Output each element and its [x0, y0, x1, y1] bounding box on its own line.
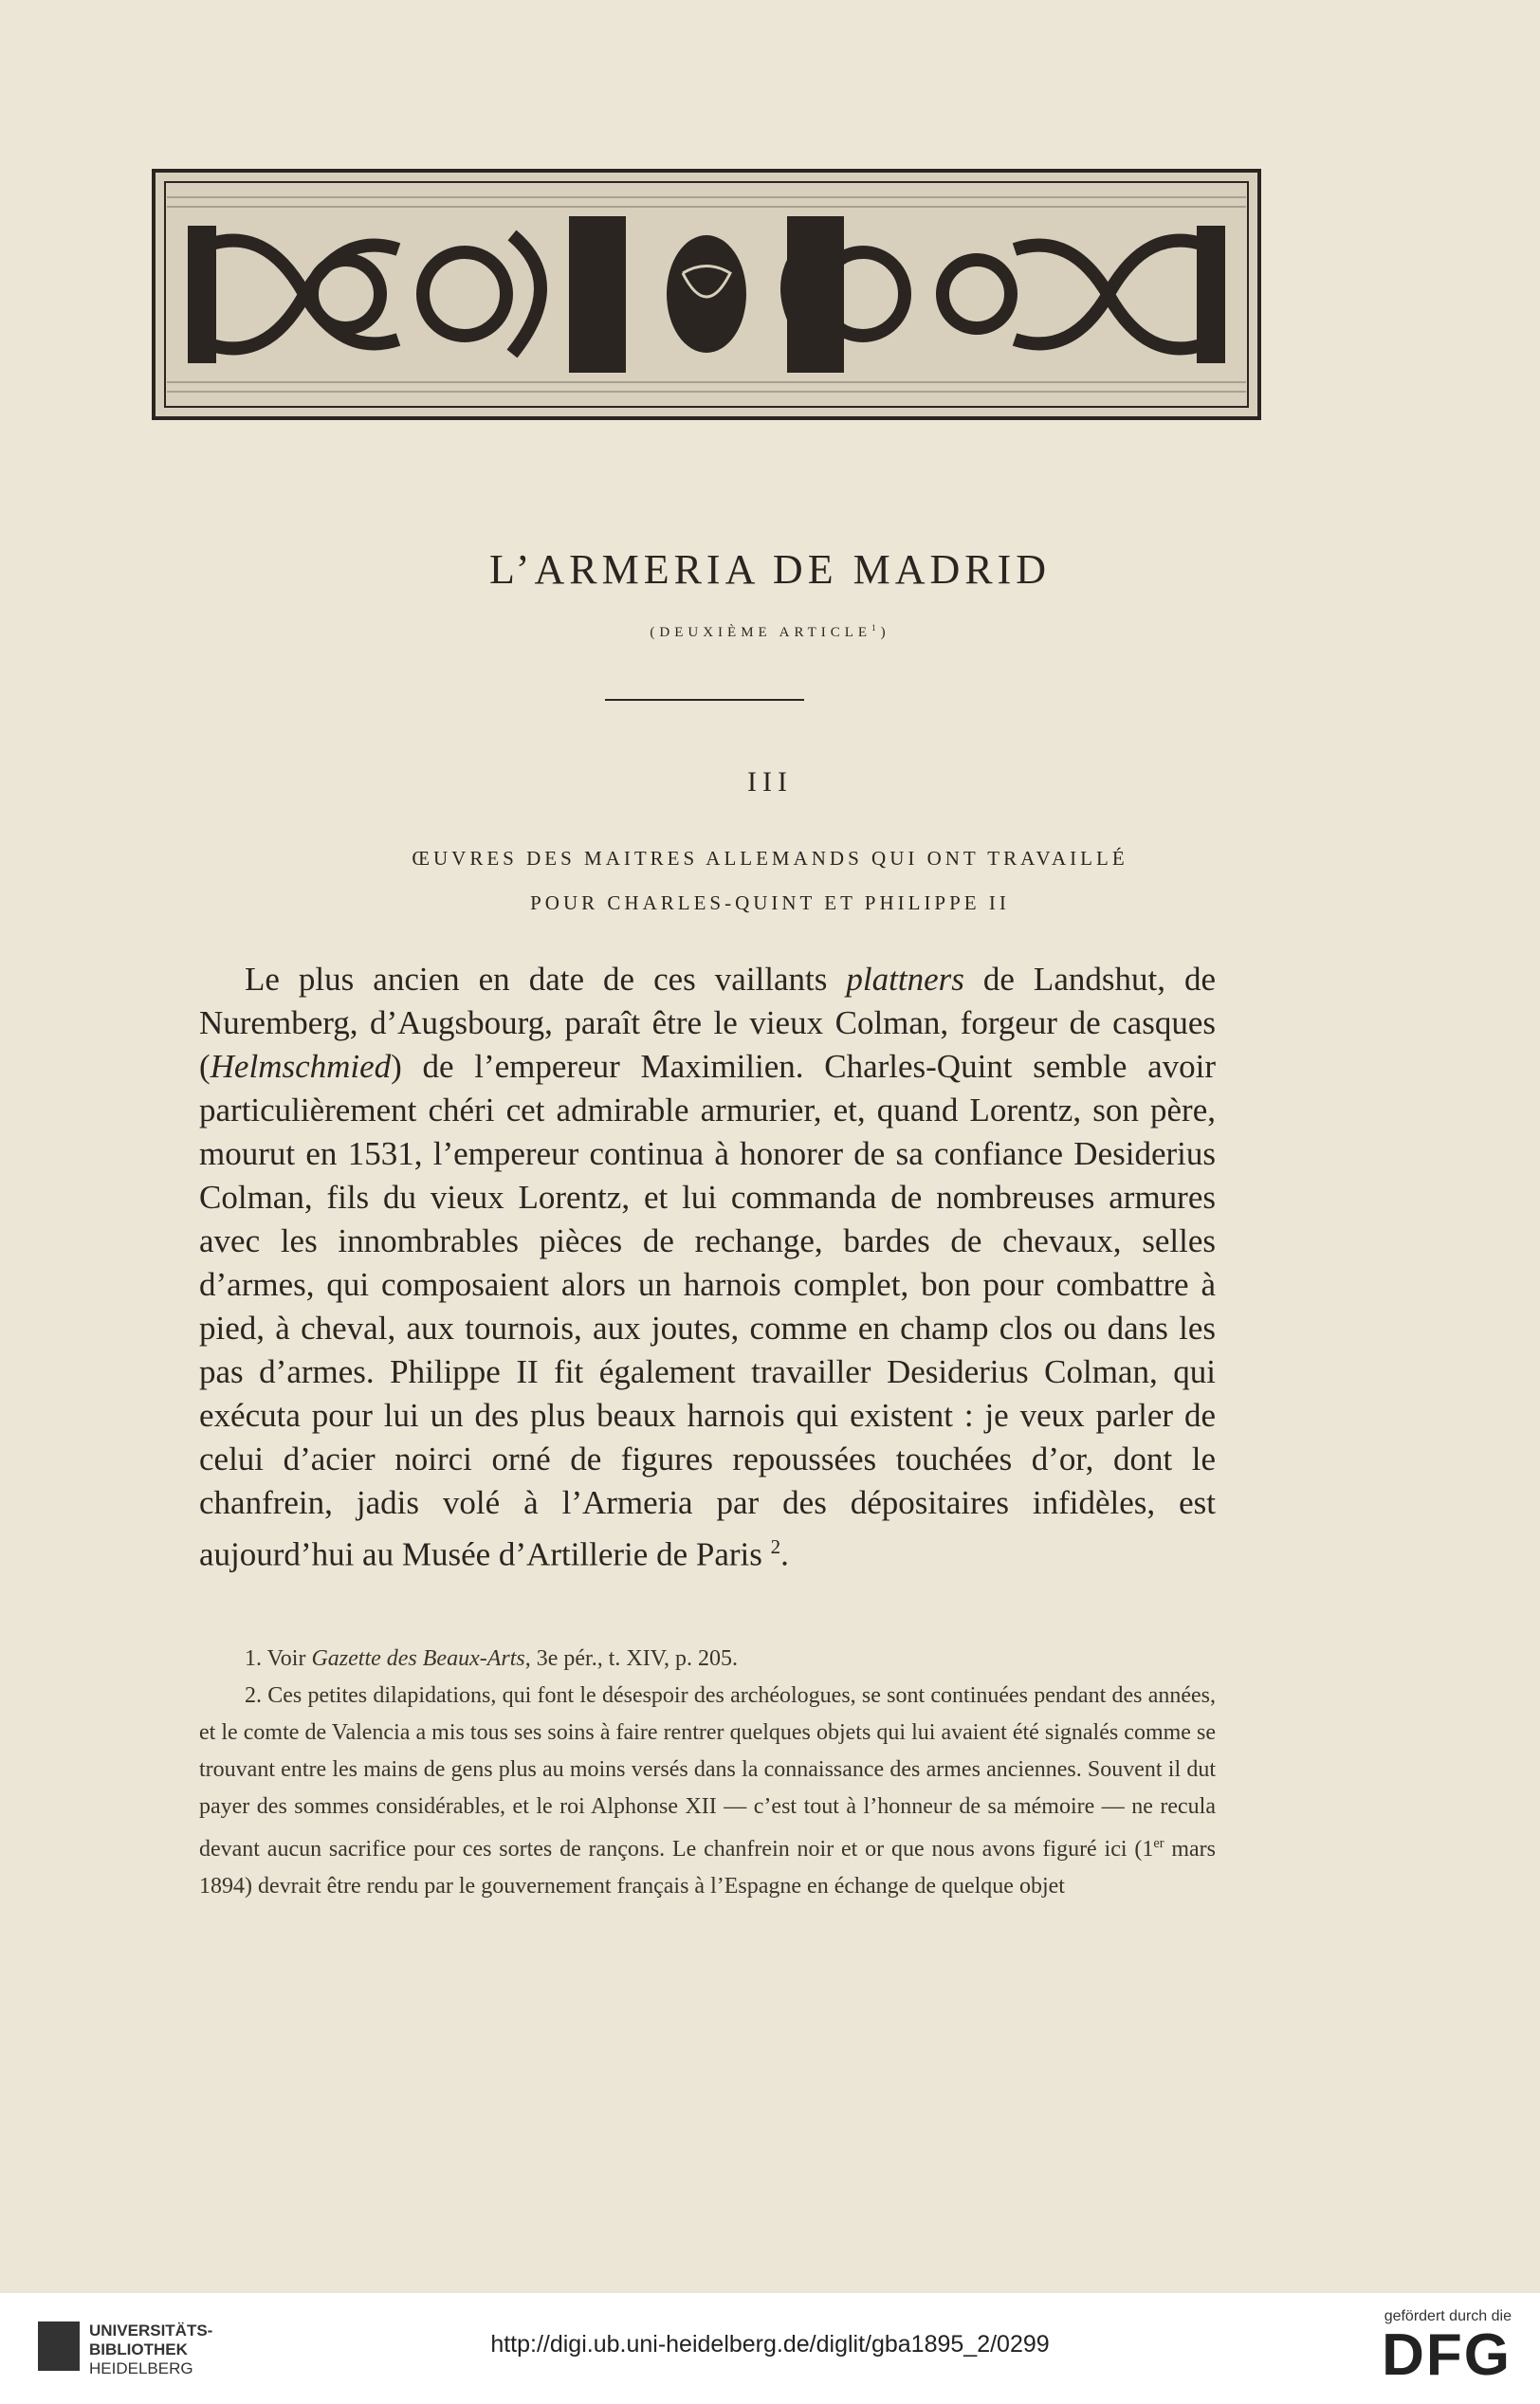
footnote-ref: 2 — [770, 1535, 781, 1558]
dfg-funding-note: gefördert durch die — [1384, 2308, 1512, 2324]
library-name-line3: HEIDELBERG — [89, 2359, 193, 2377]
body-span: Le plus ancien en date de ces vaillants — [245, 961, 847, 998]
body-span: . — [780, 1535, 789, 1573]
note-span: mars 1894) devrait être rendu par le gouvernement français à l’Espagne en échange de quelque objet — [199, 1837, 1216, 1899]
body-paragraph — [199, 958, 1216, 1577]
note-span: 1 — [1142, 1837, 1154, 1862]
note-sup: er — [1153, 1836, 1164, 1851]
article-title: L’ARMERIA DE MADRID — [488, 546, 1052, 593]
body-italic: plattners — [846, 961, 964, 998]
library-name-line1: UNIVERSITÄTS- — [89, 2321, 213, 2340]
body-text — [199, 958, 1216, 1577]
note-span: , 3e pér., t. XIV, p. 205. — [524, 1646, 738, 1671]
body-italic: Helmschmied — [210, 1048, 392, 1085]
article-subtitle — [0, 623, 1540, 641]
body-span: ) de l’empereur Maximilien. Charles-Quint semble avoir particulièrement chéri cet admirable armurier, et, quand Lorentz, son père, mourut en 1531, l’empereur continua à honorer de sa confiance Desiderius Colman, fils du vieux Lorentz, et lui commanda de nombreuses armures avec les innombrables pièces de rechange, bardes de chevaux, selles d’armes, qui composaient alors un harnois complet, bon pour combattre à pied, à cheval, aux tournois, aux joutes, comme en champ clos ou dans les pas d’armes. Philippe II fit également travailler Desiderius Colman, qui exécuta pour lui un des plus beaux harnois qui existent : je veux parler de celui d’acier noirci orné de figures repoussées touchées d’or, dont le chanfrein, jadis volé à l’Armeria par des dépositaires infidèles, est aujourd’hui au Musée d’Artillerie de Paris — [199, 1048, 1216, 1573]
note-span: 2. Ces petites dilapidations, qui font le désespoir des archéologues, se sont continuées pendant des années, et le comte de Valencia a mis tous ses soins à faire rentrer quelques objets qui lui avaient été signalés comme se trouvant entre les mains de gens plus au moins versés dans la connaissance des armes anciennes. Souvent il dut payer des sommes considérables, et le roi Alphonse XII — c’est tout à l’honneur de sa mémoire — ne recula devant aucun sacrifice pour ces sortes de rançons. Le chanfrein noir et or que nous avons figuré ici ( — [199, 1683, 1216, 1862]
subtitle-close: ) — [880, 625, 890, 640]
dfg-wordmark: DFG — [1382, 2322, 1512, 2388]
section-number: III — [747, 766, 793, 798]
note-italic: Gazette des Beaux-Arts — [311, 1646, 525, 1671]
section-heading-line1: ŒUVRES DES MAITRES ALLEMANDS QUI ONT TRAVAILLÉ — [412, 847, 1128, 870]
subtitle-text: (DEUXIÈME ARTICLE — [650, 625, 872, 640]
library-name-line2: BIBLIOTHEK — [89, 2340, 188, 2358]
section-heading-line2: POUR CHARLES-QUINT ET PHILIPPE II — [530, 891, 1010, 914]
header-ornament — [152, 169, 1261, 420]
note-span: 1. Voir — [245, 1646, 312, 1671]
subtitle-footnote-ref: 1 — [871, 623, 881, 633]
title-divider — [605, 699, 804, 701]
body-span: de Landshut, de Nuremberg, d’Augsbourg, paraît être le vieux Colman, forgeur de casques ( — [199, 961, 1217, 1085]
footnote-2 — [199, 1678, 1216, 1905]
footnote-1 — [199, 1641, 1216, 1678]
dfg-logo[interactable] — [1382, 2308, 1512, 2386]
footnotes — [199, 1641, 1216, 1905]
source-url-link[interactable]: http://digi.ub.uni-heidelberg.de/diglit/gba1895_2/0299 — [490, 2331, 1050, 2358]
footer-bar — [0, 2293, 1540, 2404]
